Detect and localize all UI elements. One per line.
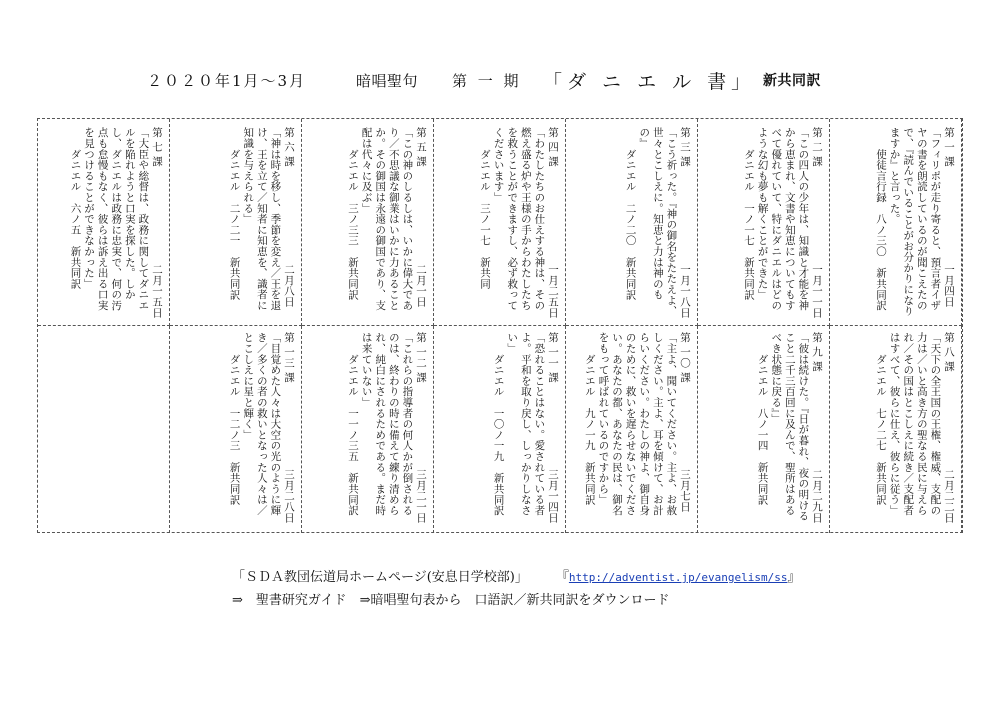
verse-reference: ダニエル 七ノ二七 [875,353,888,451]
book-title: 「ダ ニ エ ル 書」 [543,71,756,93]
lesson-number: 第 五 課 [415,127,427,167]
lesson-date: 一月四日 [943,263,955,308]
verse-reference: ダニエル 二ノ二一 [228,148,241,246]
verse-reference: ダニエル 六ノ五 [69,148,82,236]
verse-version: 新共同訳 [624,256,637,300]
page-header [0,70,1000,94]
download-instructions: 暗唱聖句表から 口語訳／新共同訳をダウンロード [370,593,670,608]
verse-body: 「フィリポが走り寄ると、預言者イザヤの書を朗読しているのが聞こえたので、『読んでいることがお分かりになりますか』と言った。 [888,127,942,317]
verse-text [227,332,295,524]
period: ２０２０年1月～3月 [147,72,307,90]
verse-version: 新共同訳 [583,461,596,505]
lesson-date: 三月七日 [679,468,691,513]
lesson-cell [698,326,830,533]
lesson-number: 第 六 課 [283,127,295,167]
lesson-number: 第 一〇 課 [679,332,691,383]
verse-reference: ダニエル 一ノ一七 [743,148,756,246]
lesson-number: 第 一二 課 [415,332,427,383]
verse-reference: ダニエル 九ノ一九 [583,353,596,451]
verse-version: 新共同訳 [875,267,888,311]
document-title: 暗唱聖句 [356,72,419,90]
verse-version: 新共同訳 [228,461,241,505]
verse-body: 「主よ、聞いてください。主よ、お赦しください。主よ、耳を傾けて、お計らいください。わたしの神よ、御自身のために、救いを遅らせないでください。あなたの都、あなたの民は、御名をもって呼ばれているのですから」 [597,332,678,516]
verse-version: 新共同訳 [875,461,888,505]
lesson-cell [830,326,962,533]
lesson-number: 第 三 課 [679,127,691,167]
verse-body: 「彼は続けた。『日が暮れ、夜の明けること二千三百回に及んで、聖所はあるべき状態に戻る』」 [770,332,810,522]
version-label: 新共同訳 [763,73,821,89]
verse-version: 新共同訳 [492,472,505,516]
verse-version: 新共同訳 [347,472,360,516]
verse-text [491,332,559,524]
lesson-date: 三月二八日 [283,468,295,523]
lesson-number: 第 九 課 [811,332,823,372]
site-name: 「ＳＤＡ教団伝道局ホームページ(安息日学校部)」 [232,570,528,585]
download-link[interactable]: http://adventist.jp/evangelism/ss [568,571,788,584]
verse-body: 「天下の全王国の王権、権威、支配の力は／いと高き方の聖なる民に与えられ／その国はとこしえに続き／支配者はすべて、彼らに仕え、彼らに従う」 [888,332,942,516]
verse-version: 新共同訳 [347,256,360,300]
verse-text [227,127,295,319]
verse-body: 「恐れることはない。愛されている者よ。平和を取り戻し、しっかりしなさい」 [506,332,546,516]
lesson-cell [434,326,566,533]
verse-body: 「こう祈った。『神の御名をたたえよ、世々とこしえに。知恵と力は神のもの』 [638,127,678,317]
verse-version: 新共同訳 [69,245,82,290]
verse-body: 「これらの指導者の何人かが倒されるのは、終わりの時に備えて練り清められ、純白にされるためである。まだ時は来ていない」 [360,332,414,516]
lesson-cell [170,326,302,533]
verse-text [345,332,427,524]
footer-source [232,566,800,585]
verse-reference: ダニエル 三ノ一七 [479,148,492,246]
verse-text [623,127,691,319]
lesson-date: 二月一日 [415,263,427,308]
verse-reference: 使徒言行録 八ノ三〇 [875,148,888,257]
lesson-cell [434,119,566,326]
lesson-number: 第 八 課 [943,332,955,372]
verse-reference: ダニエル 一一ノ三五 [347,353,360,462]
guide-label: 聖書研究ガイド [255,593,347,608]
lesson-cell [302,326,434,533]
page-footer [232,566,800,608]
lesson-number: 第 一三 課 [283,332,295,383]
lesson-number: 第 二 課 [811,127,823,167]
lesson-number: 第 七 課 [151,127,163,167]
verse-body: 「この神のしるしは、いかに偉大であり／不思議な御業はいかに力あることか。その御国は永遠の御国であり、支配は代々に及ぶ」 [360,127,414,311]
verse-text [68,127,163,319]
verse-version: 新共同 [479,256,492,290]
lesson-date: 三月二一日 [415,468,427,523]
verse-version: 新共同訳 [756,461,769,505]
verse-body: 「神は時を移し、季節を変え／王を退け、王を立て／知者に知恵を、識者に知識を与えられる」 [242,127,282,311]
lesson-cell [698,119,830,326]
lesson-date: 二月二二日 [943,468,955,523]
link-open: 『 [555,570,569,585]
verse-text [873,332,955,524]
empty-cell [38,326,170,533]
footer-instructions [232,589,800,608]
verse-reference: ダニエル 二ノ二〇 [624,148,637,246]
arrow-icon: ⇒ [232,593,243,608]
verse-text [477,127,559,319]
verse-version: 新共同訳 [743,256,756,300]
lesson-cell [170,119,302,326]
verse-text [345,127,427,319]
verse-text [755,332,823,524]
verse-version: 新共同訳 [228,256,241,300]
term-label: 第 一 期 [452,72,522,90]
verse-text [873,127,955,319]
lesson-date: 二月一五日 [151,263,163,318]
verse-body: 「目覚めた人々は大空の光のように輝き／多くの者の救いとなった人々は／とこしえに星と輝く」 [242,332,282,516]
lesson-date: 二月二九日 [811,468,823,523]
verse-table [37,118,963,533]
verse-body: 「この四人の少年は、知識と才能を神から恵まれ、文書や知恵についてもすべて優れていて、特にダニエルはどのような幻も夢も解くことができた」 [756,127,810,311]
verse-text [741,127,823,319]
link-close: 』 [787,570,801,585]
lesson-cell [302,119,434,326]
lesson-cell [38,119,170,326]
lesson-date: 二月八日 [283,263,295,308]
verse-text [582,332,691,524]
lesson-number: 第 一一 課 [547,332,559,383]
lesson-date: 三月一四日 [547,468,559,523]
lesson-cell [566,326,698,533]
verse-reference: ダニエル 一二ノ三 [228,353,241,451]
lesson-cell [566,119,698,326]
verse-reference: ダニエル 八ノ一四 [756,353,769,451]
verse-body: 「わたしたちのお仕えする神は、その燃え盛る炉や王様の手からわたしたちを救うことができますし、必ず救ってくださいます」 [492,127,546,311]
verse-reference: ダニエル 一〇ノ一九 [492,353,505,462]
lesson-number: 第 四 課 [547,127,559,167]
arrow-icon: ⇒ [359,593,371,608]
verse-reference: ダニエル 三ノ三三 [347,148,360,246]
lesson-number: 第 一 課 [943,127,955,167]
lesson-date: 一月一八日 [679,263,691,318]
lesson-date: 一月一一日 [811,263,823,318]
lesson-date: 一月二五日 [547,263,559,318]
lesson-cell [830,119,962,326]
verse-body: 「大臣や総督は、政務に関してダニエルを陥れようと口実を探した。しかし、ダニエルは政務に忠実で、何の汚点も怠慢もなく、彼らは訴え出る口実を見つけることができなかった」 [83,127,150,311]
